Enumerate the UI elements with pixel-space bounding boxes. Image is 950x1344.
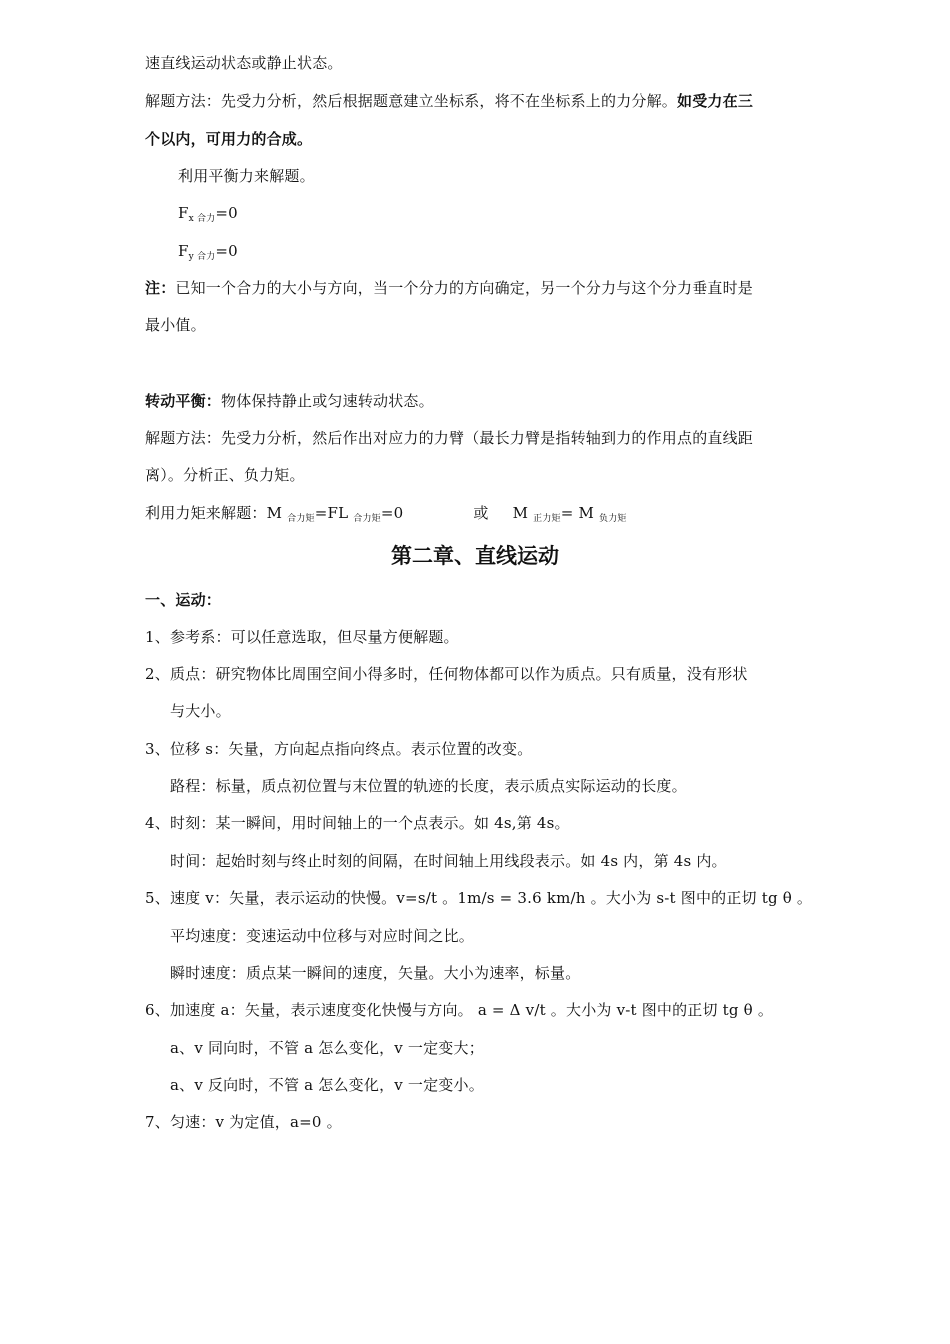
text-line (145, 465, 305, 485)
formula-subscript: y 合力 (188, 252, 216, 262)
text-line (145, 53, 343, 73)
bold-text: 个以内，可用力的合成。 (145, 130, 313, 148)
list-item-continuation: 与大小。 (170, 702, 231, 720)
list-item-sub: a、v 反向时，不管 a 怎么变化，v 一定变小。 (170, 1076, 484, 1094)
list-item: 2、质点：研究物体比周围空间小得多时，任何物体都可以作为质点。只有质量，没有形状 (145, 665, 748, 683)
list-item: 1、参考系：可以任意选取，但尽量方便解题。 (145, 628, 459, 646)
list-item: 4、时刻：某一瞬间，用时间轴上的一个点表示。如 4s,第 4s。 (145, 814, 570, 832)
formula-part: = M (560, 504, 595, 522)
text-span: 利用平衡力来解题。 (178, 167, 315, 185)
formula-value: =0 (380, 504, 404, 522)
text-span: 解题方法：先受力分析，然后作出对应力的力臂（最长力臂是指转轴到力的作用点的直线距 (145, 429, 754, 447)
formula-fy (178, 241, 238, 267)
formula-fx (178, 203, 238, 229)
formula-symbol: F (178, 242, 189, 260)
list-item: 7、匀速：v 为定值，a=0 。 (145, 1113, 342, 1131)
rotation-label: 转动平衡： (145, 392, 222, 410)
formula-subscript: 负力矩 (599, 514, 627, 524)
text-line (145, 91, 753, 111)
text-line (145, 315, 206, 335)
formula-lead: 利用力矩来解题：M (145, 504, 283, 522)
list-item-sub: 时间：起始时刻与终止时刻的间隔，在时间轴上用线段表示。如 4s 内，第 4s 内。 (170, 852, 727, 870)
text-line (145, 428, 753, 448)
note-label: 注： (145, 279, 176, 297)
formula-symbol: F (178, 204, 189, 222)
bold-text: 如受力在三 (677, 92, 754, 110)
formula-subscript: 合力矩 (287, 514, 315, 524)
formula-or: 或 (473, 504, 489, 522)
section-heading: 一、运动： (145, 591, 222, 609)
text-span: 速直线运动状态或静止状态。 (145, 54, 343, 72)
text-span: 解题方法：先受力分析，然后根据题意建立坐标系，将不在坐标系上的力分解。 (145, 92, 678, 110)
list-item: 5、速度 v：矢量，表示运动的快慢。v=s/t 。1m/s = 3.6 km/h 。大小为 s-t 图中的正切 tg θ 。 (145, 889, 813, 907)
torque-formula (145, 503, 627, 529)
text-span: 离）。分析正、负力矩。 (145, 466, 305, 484)
formula-value: =0 (215, 242, 238, 260)
note-line (145, 278, 753, 298)
rotation-line (145, 391, 434, 411)
formula-subscript: 合力矩 (353, 514, 381, 524)
formula-subscript: 正力矩 (533, 514, 561, 524)
list-item-sub: a、v 同向时，不管 a 怎么变化，v 一定变大； (170, 1039, 484, 1057)
formula-symbol: M (512, 504, 529, 522)
list-item-sub: 瞬时速度：质点某一瞬间的速度，矢量。大小为速率，标量。 (170, 964, 581, 982)
formula-part: =FL (314, 504, 349, 522)
text-line (178, 166, 315, 186)
list-item: 3、位移 s：矢量，方向起点指向终点。表示位置的改变。 (145, 740, 533, 758)
chapter-title: 第二章、直线运动 (391, 544, 559, 568)
rotation-text: 物体保持静止或匀速转动状态。 (221, 392, 434, 410)
list-item: 6、加速度 a：矢量，表示速度变化快慢与方向。 a = Δ v/t 。大小为 v-t 图中的正切 tg θ 。 (145, 1001, 774, 1019)
list-item-sub: 平均速度：变速运动中位移与对应时间之比。 (170, 927, 475, 945)
formula-subscript: x 合力 (188, 214, 216, 224)
bold-line (145, 129, 312, 149)
text-span: 最小值。 (145, 316, 206, 334)
note-text: 已知一个合力的大小与方向，当一个分力的方向确定，另一个分力与这个分力垂直时是 (175, 279, 754, 297)
list-item-sub: 路程：标量，质点初位置与末位置的轨迹的长度，表示质点实际运动的长度。 (170, 777, 687, 795)
formula-value: =0 (215, 204, 238, 222)
